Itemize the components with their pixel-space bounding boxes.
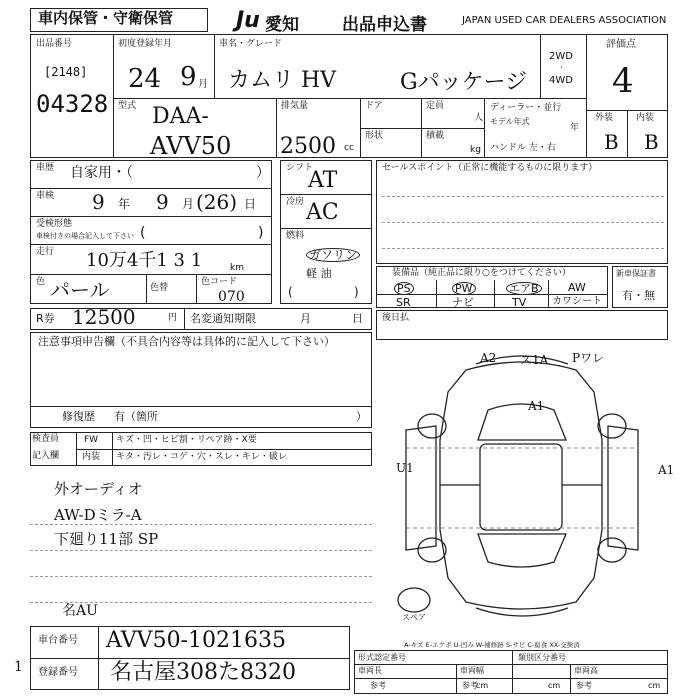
load-label: 積載 bbox=[426, 131, 445, 141]
reg-label: 登録番号 bbox=[38, 667, 78, 678]
spare-label: スペア bbox=[402, 613, 426, 622]
reg-month-unit: 月 bbox=[198, 79, 208, 90]
model-label: 型式 bbox=[118, 101, 137, 111]
inspection-label: 車検 bbox=[36, 191, 55, 201]
form-title: 出品申込書 bbox=[342, 15, 427, 35]
logo-text: 愛知 bbox=[265, 15, 299, 35]
color-code-label: 色コード bbox=[201, 277, 238, 287]
reception-label: 受検形態 bbox=[36, 219, 73, 229]
width-label: 車両幅 bbox=[460, 666, 484, 675]
model-code: AVV50 bbox=[150, 132, 232, 160]
dealer-label: ディーラー・並行 bbox=[490, 103, 562, 113]
height-cm: cm bbox=[648, 681, 661, 690]
note-line-3: 下廻り11部 SP bbox=[54, 530, 159, 548]
exterior-grade: B bbox=[604, 130, 619, 154]
sales-point-label: セールスポイント（正常に機能するものに限ります） bbox=[382, 163, 598, 173]
reception-note: 車検付きの場合記入して下さい bbox=[36, 232, 134, 240]
damage-legend: A-キズ E-エクボ U-凹み W-補修跡 S-サビ C-腐食 XX-交換済 bbox=[404, 641, 580, 649]
insp-year-unit: 年 bbox=[118, 197, 131, 211]
first-reg-label: 初度登録年月 bbox=[118, 39, 173, 49]
car-name: カムリ HV bbox=[228, 68, 337, 93]
reg-month: 9 bbox=[180, 62, 197, 92]
int-label: 内装 bbox=[82, 452, 101, 462]
warranty-options: 有・無 bbox=[622, 289, 655, 302]
insp-month: 9 bbox=[156, 190, 169, 214]
repair-history-close: ） bbox=[356, 410, 367, 423]
left-margin-mark: 1 bbox=[14, 659, 23, 675]
mark-a1-hood: A1 bbox=[528, 399, 545, 413]
length-label: 車両長 bbox=[358, 666, 382, 675]
car-diagram bbox=[376, 340, 668, 630]
mileage-value: 10万4千1 3 1 bbox=[86, 250, 203, 271]
inspector-label: 検査員 bbox=[32, 434, 60, 444]
yen-label: 円 bbox=[168, 313, 178, 323]
warranty-label: 新車保証書 bbox=[616, 269, 656, 278]
lot-number: 04328 bbox=[36, 90, 109, 118]
chassis-number: AVV50-1021635 bbox=[106, 628, 286, 653]
wd-separator: · bbox=[560, 63, 563, 73]
recycle-amount: 12500 bbox=[72, 305, 136, 329]
fuel-value: ガソリン bbox=[306, 248, 360, 262]
interior-grade: B bbox=[644, 130, 659, 154]
note-line-2: AW-Dミラ-A bbox=[54, 506, 142, 524]
recycle-label: R券 bbox=[36, 312, 55, 325]
signature: 名AU bbox=[62, 603, 98, 619]
color-label: 色 bbox=[36, 277, 46, 287]
interior-label: 内装 bbox=[636, 113, 655, 123]
insp-day: (26) bbox=[196, 190, 238, 214]
shift-label: シフト bbox=[286, 163, 314, 173]
insp-day-unit: 日 bbox=[244, 197, 257, 211]
mark-a2: A2 bbox=[480, 351, 497, 365]
form-cert-label: 形式認定番号 bbox=[358, 653, 406, 662]
storage-label: 車内保管・守衛保管 bbox=[38, 9, 174, 27]
score-value: 4 bbox=[612, 61, 634, 101]
color-code-value: 070 bbox=[218, 289, 245, 305]
repair-history-value: 有（箇所 bbox=[114, 410, 158, 423]
post-fill-label: 後日払 bbox=[382, 313, 410, 323]
mark-a1-right: A1 bbox=[658, 463, 675, 477]
nc-month: 月 bbox=[300, 312, 311, 325]
eq-leather: カワシート bbox=[552, 296, 602, 307]
eq-aw: AW bbox=[568, 281, 586, 294]
shape-label: 形状 bbox=[365, 131, 384, 141]
eq-pw: PW bbox=[452, 282, 476, 295]
equipment-label: 装備品（純正品に限り○をつけてください） bbox=[392, 268, 571, 278]
repair-history-label: 修復歴 bbox=[62, 410, 95, 423]
handle-label: ハンドル 左・右 bbox=[490, 143, 556, 153]
note-line-1: 外オーディオ bbox=[54, 480, 143, 498]
ju-logo: Ju bbox=[236, 8, 260, 33]
name-change-label: 名変通知期限 bbox=[190, 312, 256, 325]
mileage-label: 走行 bbox=[36, 247, 55, 257]
lot-code: [2148] bbox=[44, 65, 88, 79]
capacity-label: 定員 bbox=[426, 101, 445, 111]
eq-navi: ナビ bbox=[452, 296, 474, 309]
insp-year: 9 bbox=[92, 190, 105, 214]
post-fill-box bbox=[376, 310, 668, 340]
eq-tv: TV bbox=[512, 296, 527, 309]
nc-day: 日 bbox=[352, 312, 363, 325]
history-close: ） bbox=[256, 165, 270, 181]
displacement-value: 2500 bbox=[280, 134, 336, 159]
model-year-label: モデル年式 bbox=[490, 117, 530, 126]
aircon-value: AC bbox=[306, 200, 339, 225]
mark-u1: U1 bbox=[396, 461, 414, 475]
notes-label: 注意事項申告欄（不具合内容等は具体的に記入して下さい） bbox=[38, 335, 335, 348]
grade: Gパッケージ bbox=[400, 70, 528, 95]
association-name: JAPAN USED CAR DEALERS ASSOCIATION bbox=[462, 15, 667, 26]
fw-items: キズ・凹・ヒビ割・リペア跡・X要 bbox=[116, 435, 257, 445]
chassis-label: 車台番号 bbox=[38, 635, 78, 646]
length-ref: 参考 bbox=[370, 681, 386, 690]
reception-paren-open: ( bbox=[140, 225, 146, 241]
reception-paren-close: ) bbox=[258, 225, 264, 241]
mark-p: Pワレ bbox=[572, 351, 605, 365]
car-name-label: 車名・グレード bbox=[219, 39, 283, 49]
color-change-label: 色替 bbox=[150, 283, 169, 293]
mark-s1a: ス1A bbox=[520, 353, 549, 367]
eq-airbag: エアB bbox=[506, 282, 542, 295]
shift-value: AT bbox=[308, 168, 338, 193]
eq-ps: PS bbox=[394, 282, 414, 295]
eq-sr: SR bbox=[396, 296, 411, 309]
displacement-label: 排気量 bbox=[281, 101, 309, 111]
record-field-label: 記入欄 bbox=[32, 451, 60, 461]
history-label: 車歴 bbox=[36, 163, 55, 173]
model-prefix: DAA- bbox=[152, 104, 209, 129]
2wd-label: 2WD bbox=[549, 51, 573, 62]
fw-label: FW bbox=[84, 435, 99, 445]
category-label: 類別区分番号 bbox=[518, 653, 566, 662]
fuel-label: 燃料 bbox=[286, 231, 305, 241]
height-label: 車両高 bbox=[574, 666, 598, 675]
fuel-diesel: 軽 油 bbox=[306, 267, 332, 280]
4wd-label: 4WD bbox=[549, 75, 573, 86]
color-value: パール bbox=[50, 278, 110, 302]
width-cm: cm bbox=[548, 681, 561, 690]
width-ref: 参考 bbox=[462, 681, 478, 690]
fuel-paren-open: ( bbox=[288, 285, 293, 299]
int-items: キタ・汚レ・コゲ・穴・スレ・キレ・破レ bbox=[116, 452, 287, 462]
fuel-paren-close: ) bbox=[354, 285, 359, 299]
insp-month-unit: 月 bbox=[182, 197, 195, 211]
exterior-label: 外装 bbox=[595, 113, 614, 123]
cc-label: cc bbox=[344, 143, 354, 153]
kg-label: kg bbox=[470, 145, 481, 155]
km-label: km bbox=[230, 263, 244, 273]
lot-no-label: 出品番号 bbox=[36, 39, 73, 49]
doors-label: ドア bbox=[365, 101, 383, 111]
history-value: 自家用・（ bbox=[70, 165, 133, 181]
year-unit: 年 bbox=[570, 123, 580, 133]
height-ref: 参考 bbox=[576, 681, 592, 690]
reg-year: 24 bbox=[128, 64, 162, 94]
reg-number: 名古屋308た8320 bbox=[110, 660, 296, 685]
persons-label: 人 bbox=[474, 113, 484, 123]
score-label: 評価点 bbox=[606, 39, 636, 50]
aircon-label: 冷房 bbox=[286, 197, 305, 207]
length-cm: cm bbox=[476, 681, 489, 690]
